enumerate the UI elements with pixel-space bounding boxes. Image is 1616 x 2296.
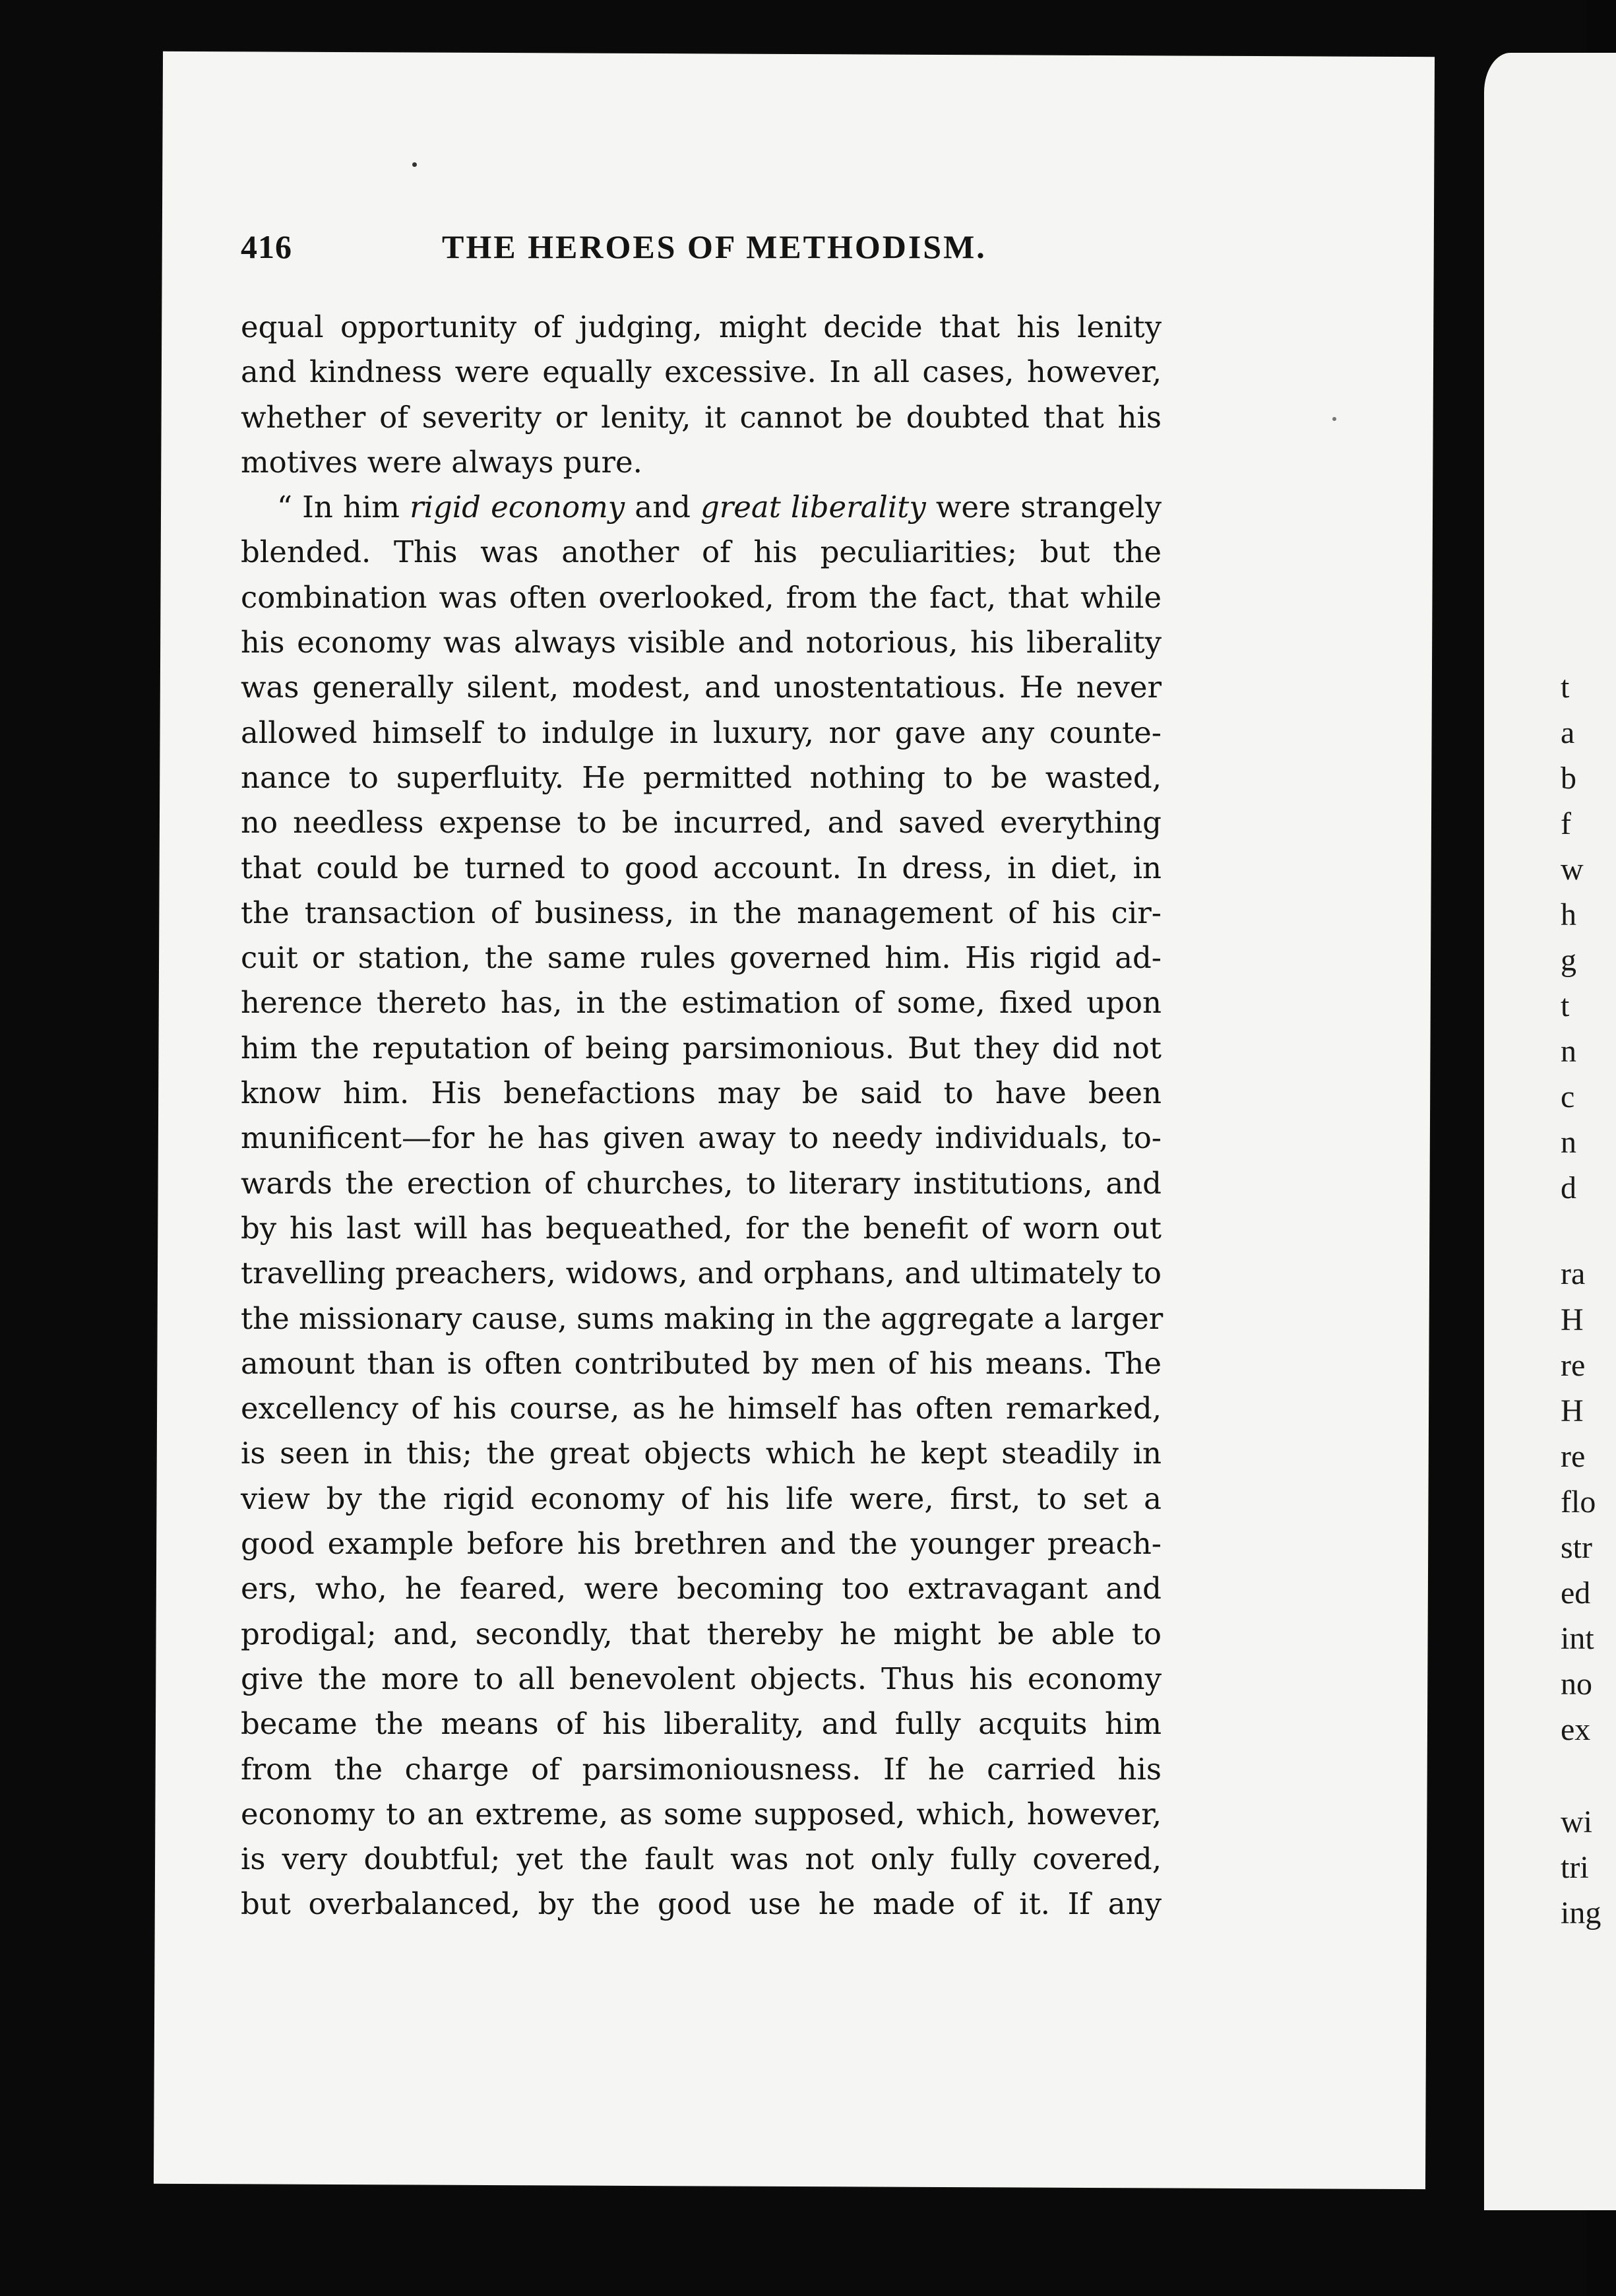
- facing-page-fragment: c: [1561, 1079, 1575, 1114]
- running-title: THE HEROES OF METHODISM.: [442, 228, 987, 265]
- facing-page-fragment: ing: [1561, 1896, 1601, 1930]
- text-line: allowed himself to indulge in luxury, nor gave any counte-: [241, 715, 1162, 750]
- text-line: know him. His benefactions may be said to have been: [241, 1075, 1162, 1111]
- text-line: “ In him rigid economy and great liberality were strangely: [277, 490, 1162, 525]
- facing-page-fragment: f: [1561, 806, 1571, 841]
- text-line: the transaction of business, in the management of his cir-: [241, 895, 1162, 930]
- text-line: that could be turned to good account. In dress, in diet, in: [241, 850, 1162, 885]
- text-line: whether of severity or lenity, it cannot be doubted that his: [241, 399, 1162, 435]
- facing-page-fragment: H: [1561, 1302, 1584, 1337]
- page-header: [241, 228, 1151, 280]
- text-line: is very doubtful; yet the fault was not only fully covered,: [241, 1841, 1162, 1877]
- text-line: equal opportunity of judging, might decide that his lenity: [241, 309, 1162, 344]
- text-line: give the more to all benevolent objects. Thus his economy: [241, 1661, 1162, 1696]
- text-line: motives were always pure.: [241, 444, 642, 480]
- facing-page-text-fragments: [1561, 0, 1600, 2296]
- facing-page-fragment: g: [1561, 943, 1576, 978]
- text-line: but overbalanced, by the good use he made of it. If any: [241, 1886, 1162, 1922]
- text-line: the missionary cause, sums making in the aggregate a larger: [241, 1300, 1164, 1336]
- facing-page-fragment: tri: [1561, 1850, 1589, 1885]
- facing-page-fragment: ed: [1561, 1576, 1591, 1610]
- text-line: blended. This was another of his peculiarities; but the: [241, 534, 1162, 570]
- text-line: is seen in this; the great objects which he kept steadily in: [241, 1436, 1162, 1471]
- text-line: him the reputation of being parsimonious. But they did not: [241, 1030, 1162, 1066]
- facing-page-fragment: re: [1561, 1348, 1586, 1383]
- facing-page-fragment: t: [1561, 988, 1570, 1023]
- text-line: economy to an extreme, as some supposed, which, however,: [241, 1796, 1162, 1832]
- facing-page-fragment: ra: [1561, 1256, 1586, 1291]
- facing-page-fragment: H: [1561, 1393, 1584, 1428]
- text-line: prodigal; and, secondly, that thereby he might be able to: [241, 1616, 1162, 1651]
- facing-page-fragment: str: [1561, 1530, 1592, 1565]
- text-line: amount than is often contributed by men of his means. The: [241, 1345, 1162, 1381]
- print-speck: [1332, 417, 1336, 421]
- text-line: by his last will has bequeathed, for the benefit of worn out: [241, 1210, 1162, 1246]
- facing-page-fragment: w: [1561, 852, 1584, 887]
- facing-page-fragment: a: [1561, 715, 1575, 750]
- text-line: herence thereto has, in the estimation of some, fixed upon: [241, 985, 1162, 1021]
- page-number: 416: [241, 228, 292, 265]
- facing-page-fragment: ex: [1561, 1712, 1591, 1747]
- facing-page-fragment: int: [1561, 1621, 1594, 1656]
- text-line: was generally silent, modest, and unostentatious. He never: [241, 670, 1162, 705]
- text-line: excellency of his course, as he himself has often remarked,: [241, 1391, 1162, 1426]
- text-line: became the means of his liberality, and fully acquits him: [241, 1706, 1162, 1742]
- facing-page-fragment: n: [1561, 1034, 1576, 1069]
- text-line: no needless expense to be incurred, and saved everything: [241, 805, 1162, 841]
- text-line: from the charge of parsimoniousness. If he carried his: [241, 1751, 1162, 1787]
- facing-page-fragment: n: [1561, 1125, 1576, 1160]
- facing-page-fragment: no: [1561, 1667, 1592, 1702]
- text-line: view by the rigid economy of his life were, first, to set a: [241, 1481, 1162, 1516]
- text-line: good example before his brethren and the younger preach-: [241, 1526, 1162, 1562]
- facing-page-fragment: b: [1561, 761, 1576, 796]
- facing-page-fragment: wi: [1561, 1804, 1592, 1839]
- print-speck: [412, 162, 417, 167]
- text-line: combination was often overlooked, from the fact, that while: [241, 579, 1162, 615]
- text-line: nance to superfluity. He permitted nothing to be wasted,: [241, 759, 1162, 795]
- text-line: travelling preachers, widows, and orphans, and ultimately to: [241, 1256, 1162, 1291]
- body-text: [241, 305, 1162, 1927]
- facing-page-fragment: flo: [1561, 1484, 1596, 1519]
- text-line: wards the erection of churches, to literary institutions, and: [241, 1165, 1162, 1201]
- text-line: and kindness were equally excessive. In all cases, however,: [241, 354, 1162, 390]
- text-line: cuit or station, the same rules governed him. His rigid ad-: [241, 940, 1162, 976]
- text-line: munificent—for he has given away to needy individuals, to-: [241, 1120, 1162, 1156]
- facing-page-fragment: re: [1561, 1439, 1586, 1474]
- text-line: his economy was always visible and notorious, his liberality: [241, 625, 1162, 660]
- facing-page-fragment: h: [1561, 897, 1576, 932]
- text-line: ers, who, he feared, were becoming too extravagant and: [241, 1571, 1162, 1607]
- facing-page-fragment: d: [1561, 1170, 1576, 1205]
- facing-page-fragment: t: [1561, 670, 1570, 705]
